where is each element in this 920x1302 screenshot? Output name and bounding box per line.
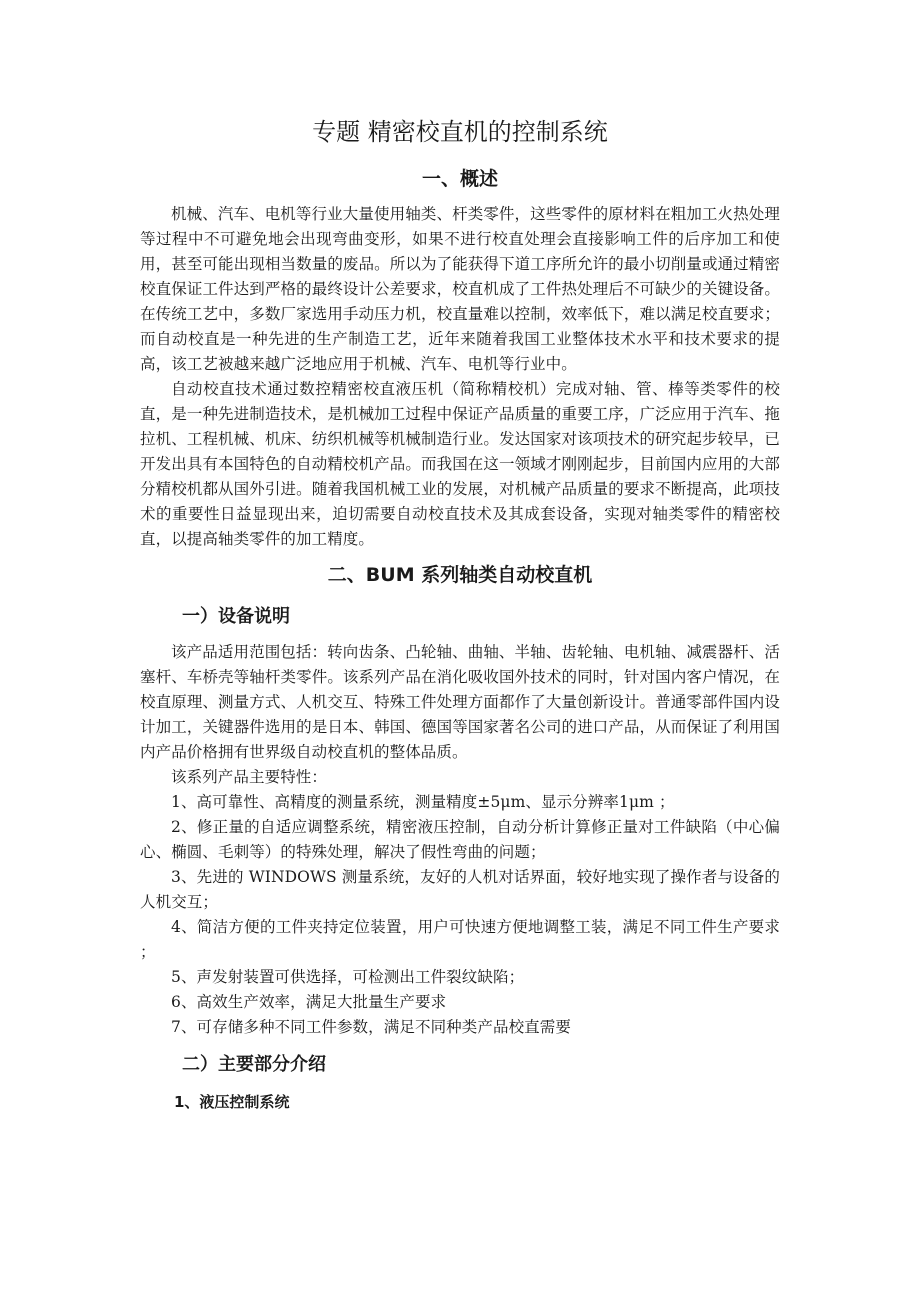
section-heading-overview: 一、概述 xyxy=(421,168,498,190)
features-intro: 该系列产品主要特性： xyxy=(171,768,328,786)
feature-item-6: 6、高效生产效率，满足大批量生产要求 xyxy=(171,993,447,1011)
subsection-heading-main-parts: 二）主要部分介绍 xyxy=(182,1054,326,1075)
equipment-paragraph: 该产品适用范围包括：转向齿条、凸轮轴、曲轴、半轴、齿轮轴、电机轴、减震器杆、活塞杆、车桥壳等轴杆类零件。该系列产品在消化吸收国外技术的同时，针对国内客户情况，在校直原理、测量方式、人机交互、特殊工件处理方面都作了大量创新设计。普通零部件国内设计加工，关键器件选用的是日本、韩国、德国等国家著名公司的进口产品，从而保证了利用国内产品价格拥有世界级自动校直机的整体品质。 xyxy=(140,643,780,761)
feature-item-5: 5、声发射装置可供选择，可检测出工件裂纹缺陷； xyxy=(171,968,525,986)
document-page xyxy=(140,112,780,1116)
feature-item-3: 3、先进的 WINDOWS 测量系统，友好的人机对话界面，较好地实现了操作者与设备的人机交互； xyxy=(140,868,780,911)
subsection-heading-equipment: 一）设备说明 xyxy=(182,606,290,627)
feature-item-2: 2、修正量的自适应调整系统，精密液压控制，自动分析计算修正量对工件缺陷（中心偏心、椭圆、毛刺等）的特殊处理，解决了假性弯曲的问题； xyxy=(140,818,780,861)
document-title: 专题 精密校直机的控制系统 xyxy=(312,118,608,146)
overview-paragraph-1: 机械、汽车、电机等行业大量使用轴类、杆类零件，这些零件的原材料在粗加工火热处理等过程中不可避免地会出现弯曲变形，如果不进行校直处理会直接影响工件的后序加工和使用，甚至可能出现相当数量的废品。所以为了能获得下道工序所允许的最小切削量或通过精密校直保证工件达到严格的最终设计公差要求，校直机成了工件热处理后不可缺少的关键设备。在传统工艺中，多数厂家选用手动压力机，校直量难以控制，效率低下，难以满足校直要求；而自动校直是一种先进的生产制造工艺，近年来随着我国工业整体技术水平和技术要求的提高，该工艺被越来越广泛地应用于机械、汽车、电机等行业中。 xyxy=(140,205,780,373)
feature-item-4: 4、简洁方便的工件夹持定位装置，用户可快速方便地调整工装，满足不同工件生产要求 ； xyxy=(140,918,780,961)
feature-item-7: 7、可存储多种不同工件参数，满足不同种类产品校直需要 xyxy=(171,1018,571,1036)
section-heading-bum-series: 二、BUM 系列轴类自动校直机 xyxy=(327,564,593,586)
overview-paragraph-2: 自动校直技术通过数控精密校直液压机（简称精校机）完成对轴、管、棒等类零件的校直，是一种先进制造技术，是机械加工过程中保证产品质量的重要工序，广泛应用于汽车、拖拉机、工程机械、机床、纺织机械等机械制造行业。发达国家对该项技术的研究起步较早，已开发出具有本国特色的自动精校机产品。而我国在这一领域才刚刚起步，目前国内应用的大部分精校机都从国外引进。随着我国机械工业的发展，对机械产品质量的要求不断提高，此项技术的重要性日益显现出来，迫切需要自动校直技术及其成套设备，实现对轴类零件的精密校直，以提高轴类零件的加工精度。 xyxy=(140,380,780,548)
feature-item-1: 1、高可靠性、高精度的测量系统，测量精度±5μm、显示分辨率1μm ； xyxy=(171,793,675,811)
item-heading-hydraulic-control: 1、液压控制系统 xyxy=(174,1093,290,1111)
